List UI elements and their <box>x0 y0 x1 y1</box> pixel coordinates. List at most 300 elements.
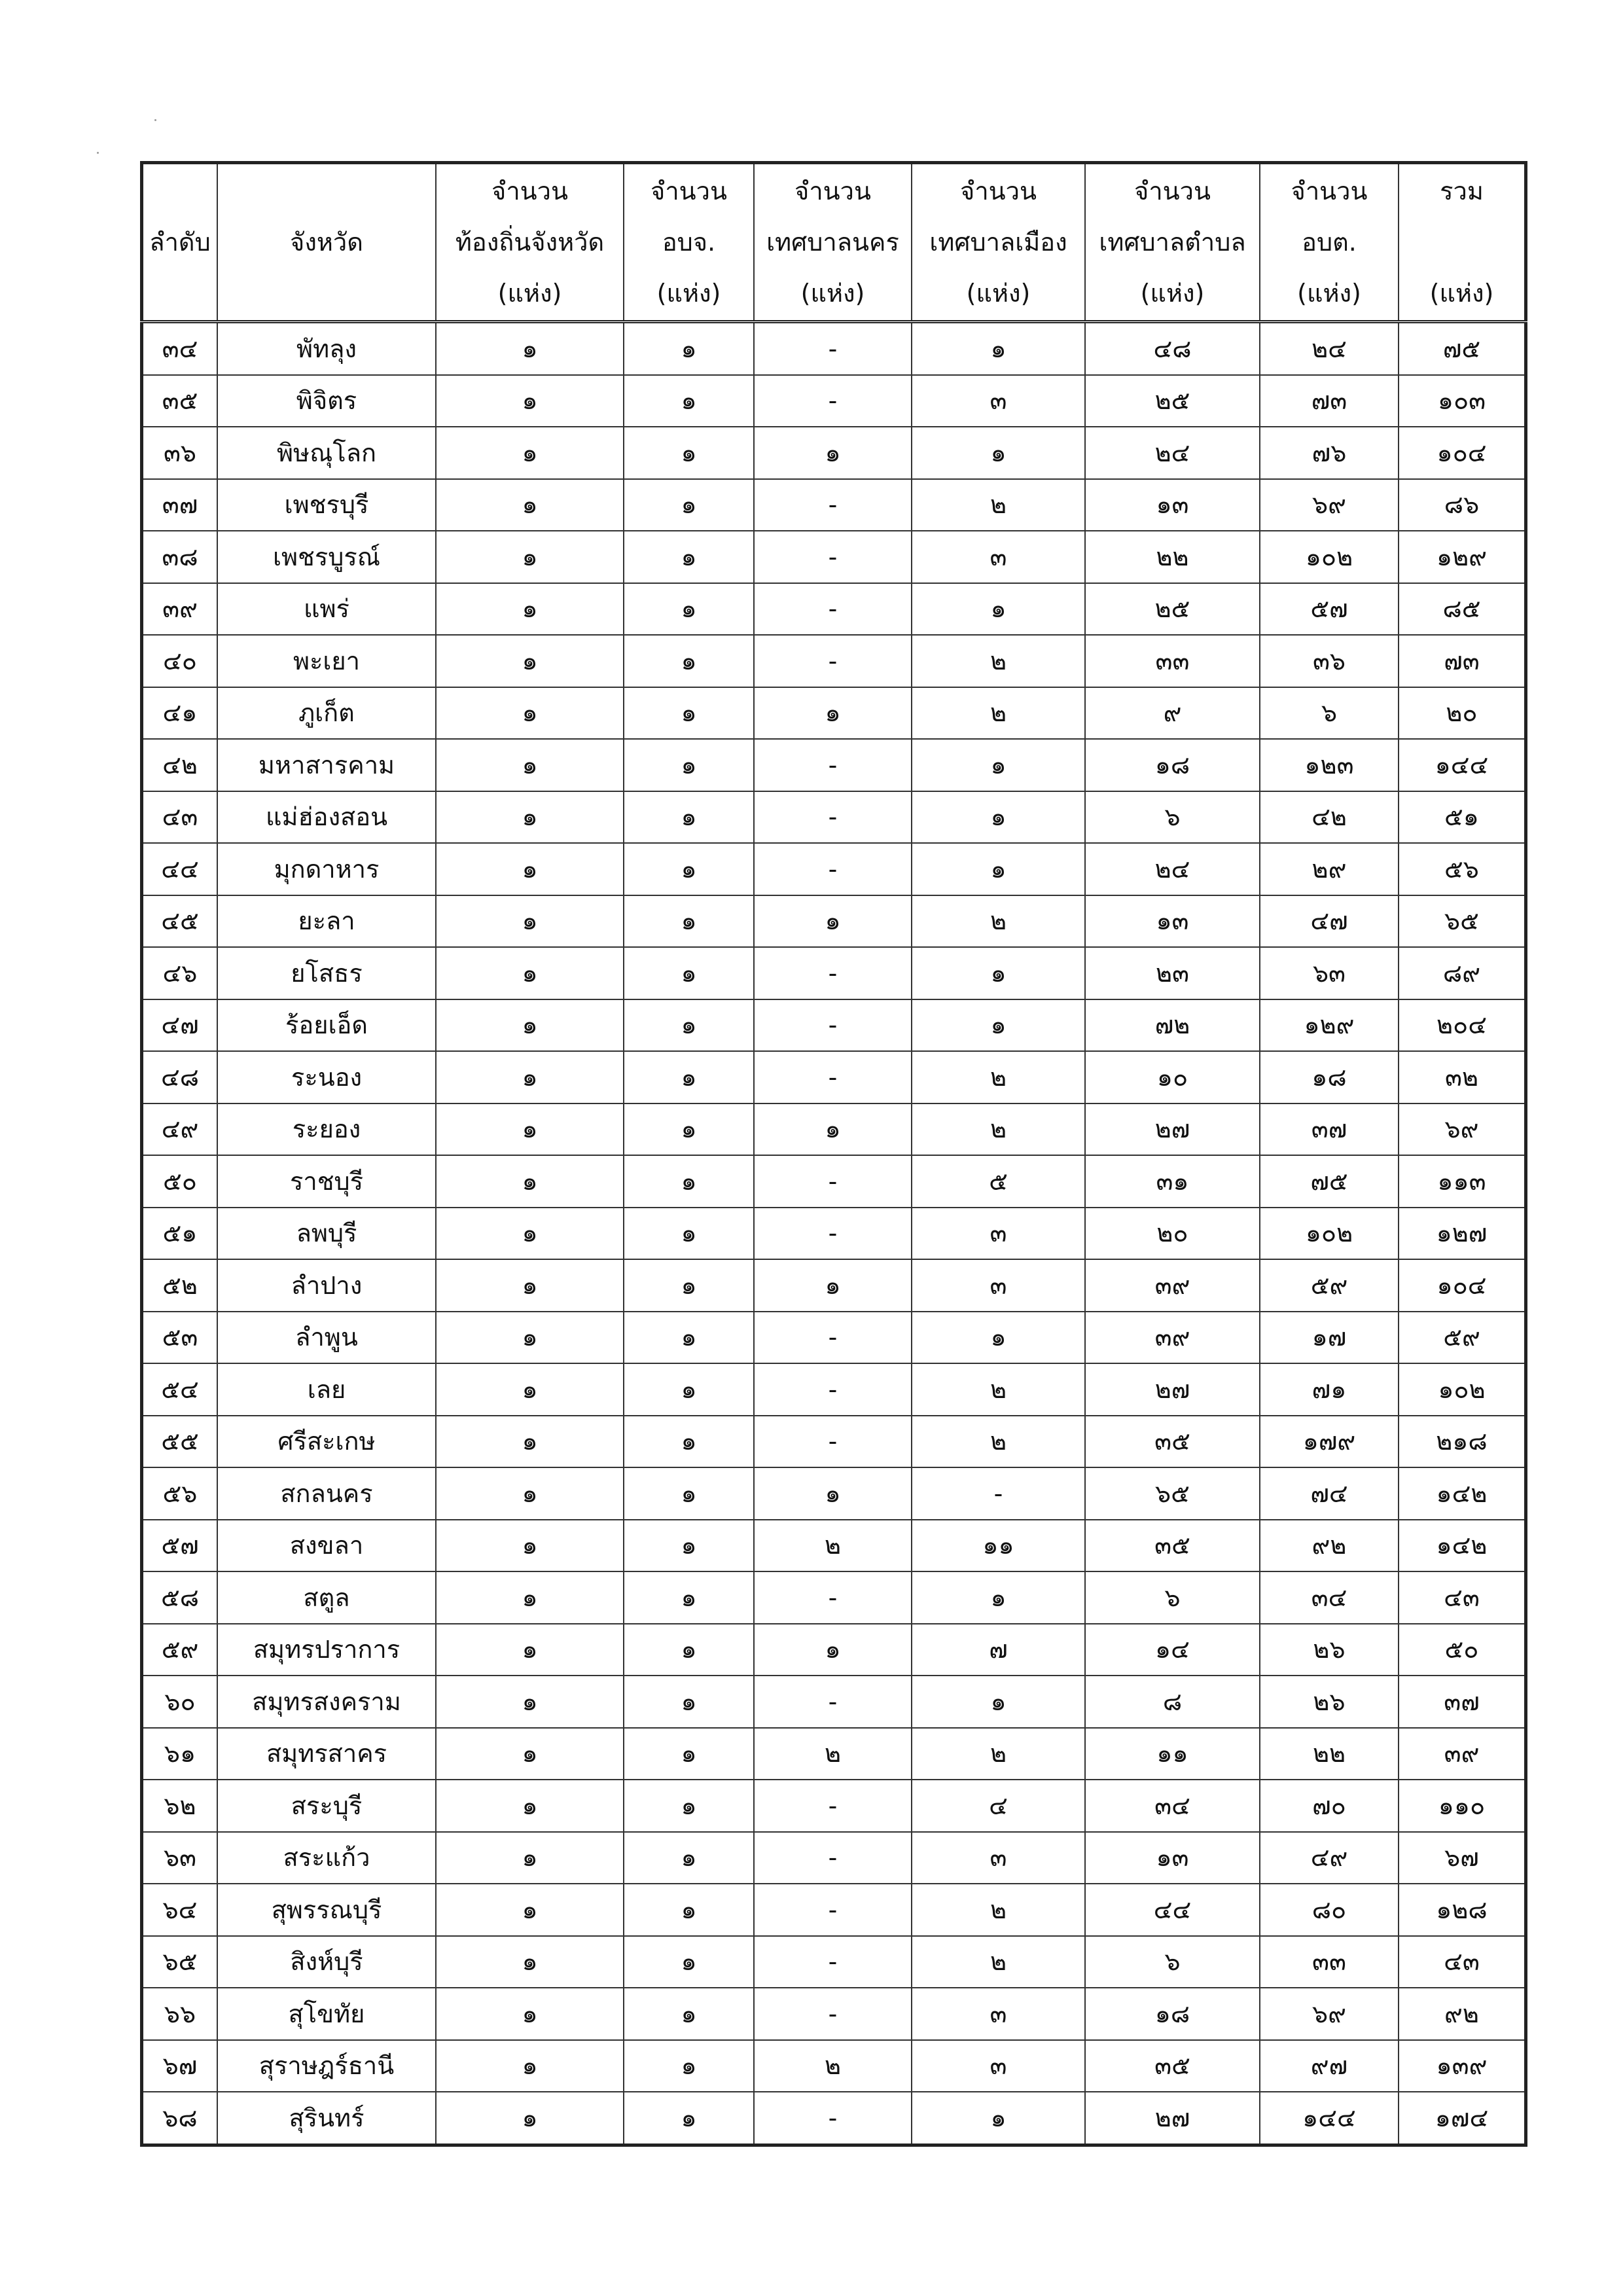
header-line: (แห่ง) <box>656 279 721 308</box>
cell-town-municipality: ๒ <box>912 479 1085 531</box>
cell-total: ๑๔๒ <box>1399 1520 1526 1572</box>
cell-pao: ๑ <box>624 479 754 531</box>
table-header <box>142 163 1526 322</box>
cell-provincial-local: ๑ <box>436 1312 624 1364</box>
cell-pao: ๑ <box>624 2092 754 2145</box>
cell-town-municipality: ๓ <box>912 2040 1085 2092</box>
header-line: (แห่ง) <box>966 279 1031 308</box>
cell-sao: ๒๖ <box>1260 1676 1399 1728</box>
table-row <box>142 427 1526 479</box>
cell-city-municipality: - <box>754 1208 912 1260</box>
cell-province: แม่ฮ่องสอน <box>217 791 436 844</box>
cell-city-municipality: - <box>754 1936 912 1988</box>
cell-sao: ๓๓ <box>1260 1936 1399 1988</box>
cell-sequence: ๕๙ <box>142 1624 218 1676</box>
cell-total: ๓๒ <box>1399 1051 1526 1103</box>
cell-city-municipality: - <box>754 739 912 791</box>
cell-total: ๑๔๒ <box>1399 1467 1526 1520</box>
cell-pao: ๑ <box>624 1103 754 1156</box>
cell-provincial-local: ๑ <box>436 1520 624 1572</box>
cell-town-municipality: ๑ <box>912 1571 1085 1624</box>
cell-provincial-local: ๑ <box>436 322 624 375</box>
cell-total: ๑๑๓ <box>1399 1155 1526 1208</box>
cell-subdistrict-municipality: ๒๕ <box>1085 583 1260 636</box>
cell-town-municipality: ๑ <box>912 791 1085 844</box>
header-line: เทศบาลตำบล <box>1099 228 1246 257</box>
cell-town-municipality: ๔ <box>912 1780 1085 1832</box>
cell-town-municipality: ๒ <box>912 1416 1085 1468</box>
cell-city-municipality: - <box>754 1571 912 1624</box>
cell-pao: ๑ <box>624 739 754 791</box>
cell-provincial-local: ๑ <box>436 1988 624 2040</box>
table-row <box>142 1363 1526 1416</box>
cell-pao: ๑ <box>624 375 754 427</box>
cell-pao: ๑ <box>624 1363 754 1416</box>
cell-sao: ๔๒ <box>1260 791 1399 844</box>
cell-total: ๗๕ <box>1399 322 1526 375</box>
cell-province: ลพบุรี <box>217 1208 436 1260</box>
cell-province: สุพรรณบุรี <box>217 1884 436 1936</box>
cell-total: ๘๕ <box>1399 583 1526 636</box>
cell-sao: ๕๗ <box>1260 583 1399 636</box>
table-row <box>142 1416 1526 1468</box>
cell-total: ๑๒๗ <box>1399 1208 1526 1260</box>
cell-city-municipality: - <box>754 947 912 999</box>
cell-sequence: ๖๑ <box>142 1728 218 1780</box>
cell-province: ยโสธร <box>217 947 436 999</box>
cell-provincial-local: ๑ <box>436 843 624 895</box>
cell-province: สุโขทัย <box>217 1988 436 2040</box>
cell-pao: ๑ <box>624 1208 754 1260</box>
header-line: ลำดับ <box>149 228 211 257</box>
cell-provincial-local: ๑ <box>436 1259 624 1312</box>
table-row <box>142 791 1526 844</box>
header-line: รวม <box>1440 177 1484 206</box>
cell-pao: ๑ <box>624 583 754 636</box>
cell-subdistrict-municipality: ๒๗ <box>1085 1363 1260 1416</box>
cell-subdistrict-municipality: ๑๓ <box>1085 479 1260 531</box>
cell-provincial-local: ๑ <box>436 1467 624 1520</box>
table-row <box>142 1780 1526 1832</box>
cell-province: สกลนคร <box>217 1467 436 1520</box>
table-row <box>142 1624 1526 1676</box>
table-row <box>142 479 1526 531</box>
cell-subdistrict-municipality: ๒๕ <box>1085 375 1260 427</box>
cell-subdistrict-municipality: ๑๔ <box>1085 1624 1260 1676</box>
cell-province: พิจิตร <box>217 375 436 427</box>
cell-sequence: ๔๘ <box>142 1051 218 1103</box>
cell-total: ๕๑ <box>1399 791 1526 844</box>
cell-pao: ๑ <box>624 1936 754 1988</box>
cell-sao: ๕๙ <box>1260 1259 1399 1312</box>
table-row <box>142 687 1526 740</box>
cell-provincial-local: ๑ <box>436 531 624 583</box>
cell-town-municipality: ๒ <box>912 1363 1085 1416</box>
cell-pao: ๑ <box>624 1051 754 1103</box>
cell-total: ๖๗ <box>1399 1832 1526 1884</box>
cell-total: ๑๔๔ <box>1399 739 1526 791</box>
cell-sequence: ๓๕ <box>142 375 218 427</box>
cell-sequence: ๖๘ <box>142 2092 218 2145</box>
cell-city-municipality: - <box>754 843 912 895</box>
cell-province: สระบุรี <box>217 1780 436 1832</box>
cell-pao: ๑ <box>624 1259 754 1312</box>
cell-city-municipality: ๑ <box>754 427 912 479</box>
cell-subdistrict-municipality: ๑๘ <box>1085 1988 1260 2040</box>
table-row <box>142 322 1526 375</box>
cell-city-municipality: - <box>754 1363 912 1416</box>
cell-pao: ๑ <box>624 1728 754 1780</box>
cell-sequence: ๓๔ <box>142 322 218 375</box>
cell-sequence: ๖๒ <box>142 1780 218 1832</box>
local-government-table <box>140 161 1527 2147</box>
table-row <box>142 999 1526 1052</box>
cell-town-municipality: ๑ <box>912 999 1085 1052</box>
cell-provincial-local: ๑ <box>436 1728 624 1780</box>
cell-subdistrict-municipality: ๓๙ <box>1085 1312 1260 1364</box>
cell-city-municipality: - <box>754 479 912 531</box>
cell-sao: ๖๙ <box>1260 1988 1399 2040</box>
cell-subdistrict-municipality: ๒๐ <box>1085 1208 1260 1260</box>
cell-sao: ๙๗ <box>1260 2040 1399 2092</box>
header-pao <box>624 163 754 322</box>
cell-subdistrict-municipality: ๖ <box>1085 1571 1260 1624</box>
cell-province: แพร่ <box>217 583 436 636</box>
cell-subdistrict-municipality: ๓๙ <box>1085 1259 1260 1312</box>
cell-total: ๖๕ <box>1399 895 1526 948</box>
cell-city-municipality: - <box>754 635 912 687</box>
cell-sao: ๓๔ <box>1260 1571 1399 1624</box>
cell-sequence: ๕๓ <box>142 1312 218 1364</box>
cell-subdistrict-municipality: ๔๔ <box>1085 1884 1260 1936</box>
cell-pao: ๑ <box>624 1571 754 1624</box>
cell-subdistrict-municipality: ๖ <box>1085 1936 1260 1988</box>
cell-subdistrict-municipality: ๒๗ <box>1085 1103 1260 1156</box>
cell-province: ระยอง <box>217 1103 436 1156</box>
cell-town-municipality: ๑ <box>912 427 1085 479</box>
cell-pao: ๑ <box>624 635 754 687</box>
table-body <box>142 322 1526 2145</box>
cell-subdistrict-municipality: ๒๓ <box>1085 947 1260 999</box>
cell-subdistrict-municipality: ๓๓ <box>1085 635 1260 687</box>
cell-sequence: ๕๗ <box>142 1520 218 1572</box>
cell-city-municipality: - <box>754 322 912 375</box>
cell-sao: ๗๔ <box>1260 1467 1399 1520</box>
table-row <box>142 1936 1526 1988</box>
cell-total: ๕๙ <box>1399 1312 1526 1364</box>
table-row <box>142 947 1526 999</box>
cell-sao: ๒๒ <box>1260 1728 1399 1780</box>
cell-town-municipality: ๓ <box>912 1259 1085 1312</box>
cell-total: ๙๒ <box>1399 1988 1526 2040</box>
cell-province: ยะลา <box>217 895 436 948</box>
cell-sequence: ๔๕ <box>142 895 218 948</box>
cell-subdistrict-municipality: ๑๓ <box>1085 895 1260 948</box>
cell-pao: ๑ <box>624 1467 754 1520</box>
cell-pao: ๑ <box>624 947 754 999</box>
cell-sequence: ๓๗ <box>142 479 218 531</box>
header-line: จำนวน <box>960 177 1037 206</box>
cell-town-municipality: ๑ <box>912 1312 1085 1364</box>
cell-province: ภูเก็ต <box>217 687 436 740</box>
cell-sequence: ๔๒ <box>142 739 218 791</box>
cell-province: สงขลา <box>217 1520 436 1572</box>
cell-province: พิษณุโลก <box>217 427 436 479</box>
cell-province: สมุทรสาคร <box>217 1728 436 1780</box>
table-row <box>142 1520 1526 1572</box>
cell-pao: ๑ <box>624 1832 754 1884</box>
header-line: อบต. <box>1302 228 1357 257</box>
cell-city-municipality: - <box>754 1051 912 1103</box>
cell-pao: ๑ <box>624 843 754 895</box>
cell-province: สิงห์บุรี <box>217 1936 436 1988</box>
cell-subdistrict-municipality: ๒๒ <box>1085 531 1260 583</box>
cell-city-municipality: - <box>754 375 912 427</box>
cell-city-municipality: ๑ <box>754 1103 912 1156</box>
cell-province: สระแก้ว <box>217 1832 436 1884</box>
cell-sequence: ๔๗ <box>142 999 218 1052</box>
cell-province: พะเยา <box>217 635 436 687</box>
cell-pao: ๑ <box>624 322 754 375</box>
cell-sao: ๘๐ <box>1260 1884 1399 1936</box>
cell-sequence: ๕๑ <box>142 1208 218 1260</box>
cell-province: สมุทรสงคราม <box>217 1676 436 1728</box>
cell-town-municipality: ๒ <box>912 1051 1085 1103</box>
cell-total: ๒๐๔ <box>1399 999 1526 1052</box>
header-line: (แห่ง) <box>1297 279 1361 308</box>
cell-sao: ๗๓ <box>1260 375 1399 427</box>
cell-sequence: ๕๕ <box>142 1416 218 1468</box>
header-row <box>142 163 1526 322</box>
cell-sequence: ๔๙ <box>142 1103 218 1156</box>
table-row <box>142 1676 1526 1728</box>
cell-subdistrict-municipality: ๓๕ <box>1085 1520 1260 1572</box>
cell-subdistrict-municipality: ๘ <box>1085 1676 1260 1728</box>
table-row <box>142 1208 1526 1260</box>
cell-sequence: ๕๖ <box>142 1467 218 1520</box>
cell-pao: ๑ <box>624 791 754 844</box>
cell-city-municipality: ๒ <box>754 1728 912 1780</box>
cell-town-municipality: ๒ <box>912 1936 1085 1988</box>
cell-total: ๑๒๙ <box>1399 531 1526 583</box>
cell-total: ๗๓ <box>1399 635 1526 687</box>
cell-pao: ๑ <box>624 2040 754 2092</box>
table-row <box>142 1312 1526 1364</box>
table-row <box>142 1728 1526 1780</box>
table-row <box>142 1155 1526 1208</box>
cell-subdistrict-municipality: ๗๒ <box>1085 999 1260 1052</box>
cell-town-municipality: ๒ <box>912 895 1085 948</box>
cell-total: ๘๙ <box>1399 947 1526 999</box>
cell-subdistrict-municipality: ๑๐ <box>1085 1051 1260 1103</box>
cell-provincial-local: ๑ <box>436 1208 624 1260</box>
header-sao <box>1260 163 1399 322</box>
cell-total: ๒๐ <box>1399 687 1526 740</box>
cell-sao: ๖ <box>1260 687 1399 740</box>
cell-province: สตูล <box>217 1571 436 1624</box>
cell-total: ๑๒๘ <box>1399 1884 1526 1936</box>
cell-province: เพชรบูรณ์ <box>217 531 436 583</box>
cell-province: สุรินทร์ <box>217 2092 436 2145</box>
cell-total: ๓๗ <box>1399 1676 1526 1728</box>
cell-sao: ๑๐๒ <box>1260 531 1399 583</box>
cell-sao: ๒๔ <box>1260 322 1399 375</box>
cell-provincial-local: ๑ <box>436 687 624 740</box>
header-province <box>217 163 436 322</box>
cell-province: มุกดาหาร <box>217 843 436 895</box>
cell-city-municipality: - <box>754 531 912 583</box>
cell-province: สุราษฎร์ธานี <box>217 2040 436 2092</box>
cell-provincial-local: ๑ <box>436 635 624 687</box>
cell-town-municipality: ๒ <box>912 1884 1085 1936</box>
cell-subdistrict-municipality: ๓๕ <box>1085 2040 1260 2092</box>
table-row <box>142 531 1526 583</box>
cell-pao: ๑ <box>624 531 754 583</box>
header-sequence <box>142 163 218 322</box>
cell-town-municipality: ๑ <box>912 322 1085 375</box>
cell-provincial-local: ๑ <box>436 1780 624 1832</box>
cell-sao: ๗๖ <box>1260 427 1399 479</box>
table-row <box>142 1467 1526 1520</box>
cell-town-municipality: ๑ <box>912 2092 1085 2145</box>
cell-provincial-local: ๑ <box>436 2040 624 2092</box>
cell-town-municipality: ๑๑ <box>912 1520 1085 1572</box>
scan-speck <box>154 119 156 121</box>
cell-total: ๓๙ <box>1399 1728 1526 1780</box>
cell-province: ลำปาง <box>217 1259 436 1312</box>
cell-sao: ๓๗ <box>1260 1103 1399 1156</box>
cell-provincial-local: ๑ <box>436 1416 624 1468</box>
cell-subdistrict-municipality: ๒๗ <box>1085 2092 1260 2145</box>
cell-pao: ๑ <box>624 427 754 479</box>
cell-total: ๑๐๓ <box>1399 375 1526 427</box>
cell-pao: ๑ <box>624 1624 754 1676</box>
header-line: ท้องถิ่นจังหวัด <box>455 228 605 257</box>
cell-sequence: ๔๑ <box>142 687 218 740</box>
cell-province: พัทลุง <box>217 322 436 375</box>
cell-town-municipality: - <box>912 1467 1085 1520</box>
header-line: จำนวน <box>794 177 871 206</box>
cell-subdistrict-municipality: ๓๔ <box>1085 1780 1260 1832</box>
cell-sequence: ๔๓ <box>142 791 218 844</box>
table-row <box>142 1988 1526 2040</box>
cell-pao: ๑ <box>624 1988 754 2040</box>
cell-city-municipality: ๒ <box>754 1520 912 1572</box>
cell-town-municipality: ๒ <box>912 687 1085 740</box>
cell-subdistrict-municipality: ๔๘ <box>1085 322 1260 375</box>
table-row <box>142 1051 1526 1103</box>
cell-sequence: ๖๓ <box>142 1832 218 1884</box>
header-line: (แห่ง) <box>1140 279 1205 308</box>
cell-city-municipality: - <box>754 1155 912 1208</box>
cell-sequence: ๖๗ <box>142 2040 218 2092</box>
table-row <box>142 2092 1526 2145</box>
cell-sao: ๓๖ <box>1260 635 1399 687</box>
cell-sao: ๒๖ <box>1260 1624 1399 1676</box>
table-row <box>142 1571 1526 1624</box>
cell-sequence: ๓๖ <box>142 427 218 479</box>
cell-town-municipality: ๑ <box>912 739 1085 791</box>
cell-provincial-local: ๑ <box>436 1103 624 1156</box>
cell-sao: ๒๙ <box>1260 843 1399 895</box>
table-row <box>142 1884 1526 1936</box>
cell-sao: ๖๙ <box>1260 479 1399 531</box>
cell-province: ราชบุรี <box>217 1155 436 1208</box>
cell-province: ศรีสะเกษ <box>217 1416 436 1468</box>
cell-total: ๒๑๘ <box>1399 1416 1526 1468</box>
header-line: (แห่ง) <box>800 279 865 308</box>
table-row <box>142 2040 1526 2092</box>
cell-province: สมุทรปราการ <box>217 1624 436 1676</box>
cell-provincial-local: ๑ <box>436 479 624 531</box>
cell-city-municipality: ๒ <box>754 2040 912 2092</box>
cell-provincial-local: ๑ <box>436 895 624 948</box>
cell-province: เพชรบุรี <box>217 479 436 531</box>
cell-pao: ๑ <box>624 1520 754 1572</box>
header-town-municipality <box>912 163 1085 322</box>
cell-subdistrict-municipality: ๓๑ <box>1085 1155 1260 1208</box>
cell-total: ๑๑๐ <box>1399 1780 1526 1832</box>
cell-sao: ๙๒ <box>1260 1520 1399 1572</box>
cell-town-municipality: ๒ <box>912 635 1085 687</box>
cell-provincial-local: ๑ <box>436 791 624 844</box>
header-line: อบจ. <box>662 228 716 257</box>
cell-sequence: ๕๐ <box>142 1155 218 1208</box>
cell-town-municipality: ๓ <box>912 531 1085 583</box>
cell-total: ๖๙ <box>1399 1103 1526 1156</box>
cell-city-municipality: - <box>754 583 912 636</box>
header-line: จำนวน <box>491 177 568 206</box>
cell-sequence: ๔๐ <box>142 635 218 687</box>
cell-total: ๑๗๔ <box>1399 2092 1526 2145</box>
cell-subdistrict-municipality: ๑๘ <box>1085 739 1260 791</box>
cell-city-municipality: ๑ <box>754 1259 912 1312</box>
cell-total: ๕๖ <box>1399 843 1526 895</box>
cell-town-municipality: ๑ <box>912 843 1085 895</box>
cell-subdistrict-municipality: ๙ <box>1085 687 1260 740</box>
cell-city-municipality: - <box>754 1988 912 2040</box>
cell-city-municipality: ๑ <box>754 1467 912 1520</box>
cell-sao: ๑๗ <box>1260 1312 1399 1364</box>
cell-subdistrict-municipality: ๖๕ <box>1085 1467 1260 1520</box>
header-line: จำนวน <box>651 177 727 206</box>
cell-sequence: ๕๒ <box>142 1259 218 1312</box>
cell-town-municipality: ๓ <box>912 1208 1085 1260</box>
cell-pao: ๑ <box>624 1884 754 1936</box>
cell-subdistrict-municipality: ๖ <box>1085 791 1260 844</box>
cell-subdistrict-municipality: ๑๑ <box>1085 1728 1260 1780</box>
cell-subdistrict-municipality: ๑๓ <box>1085 1832 1260 1884</box>
cell-pao: ๑ <box>624 687 754 740</box>
header-city-municipality <box>754 163 912 322</box>
cell-pao: ๑ <box>624 895 754 948</box>
cell-provincial-local: ๑ <box>436 1832 624 1884</box>
cell-provincial-local: ๑ <box>436 427 624 479</box>
cell-total: ๔๓ <box>1399 1571 1526 1624</box>
cell-town-municipality: ๑ <box>912 1676 1085 1728</box>
table-row <box>142 375 1526 427</box>
cell-city-municipality: - <box>754 1312 912 1364</box>
cell-sao: ๖๓ <box>1260 947 1399 999</box>
header-line <box>1399 217 1524 268</box>
cell-provincial-local: ๑ <box>436 2092 624 2145</box>
header-line: (แห่ง) <box>497 279 562 308</box>
cell-town-municipality: ๒ <box>912 1103 1085 1156</box>
cell-provincial-local: ๑ <box>436 1363 624 1416</box>
header-line: เทศบาลเมือง <box>929 228 1067 257</box>
cell-sao: ๗๐ <box>1260 1780 1399 1832</box>
cell-city-municipality: ๑ <box>754 687 912 740</box>
